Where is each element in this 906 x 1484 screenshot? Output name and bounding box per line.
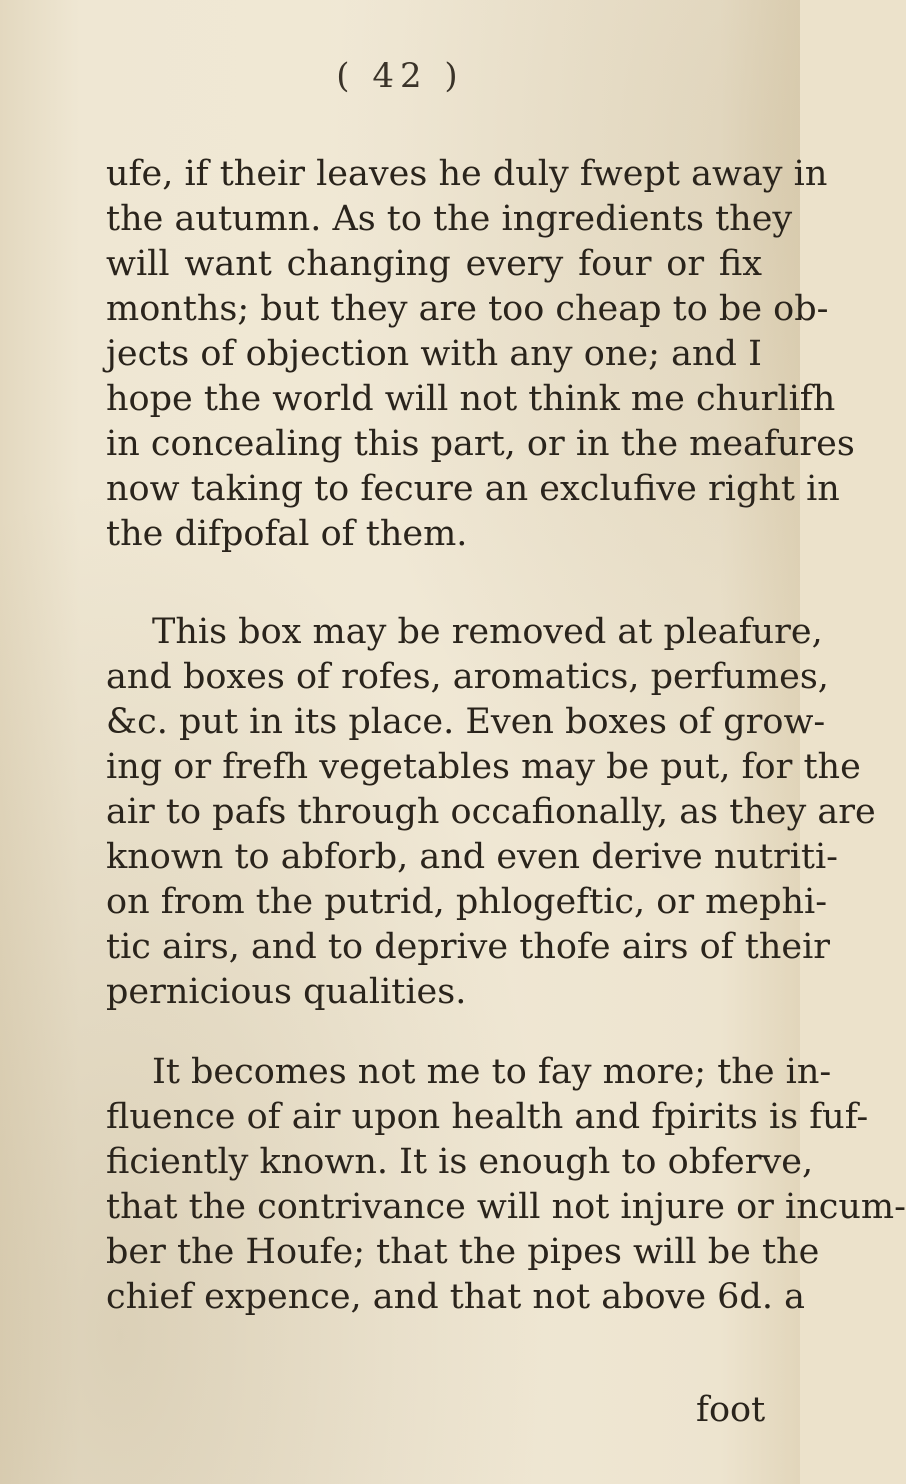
text-line: and boxes of rofes, aromatics, perfumes, <box>106 657 829 697</box>
text-line: air to pafs through occafionally, as they are <box>106 792 876 832</box>
paragraph-3 <box>106 1050 906 1320</box>
text-line: jects of objection with any one; and I <box>106 334 762 374</box>
text-line: fluence of air upon health and fpirits is fuf- <box>106 1097 869 1137</box>
catchword: foot <box>696 1390 766 1430</box>
text-line: ing or frefh vegetables may be put, for the <box>106 747 861 787</box>
paragraph-2 <box>106 610 876 1015</box>
text-line: &c. put in its place. Even boxes of grow- <box>106 702 826 742</box>
text-line: in concealing this part, or in the meafures <box>106 424 855 464</box>
text-line: will want changing every four or fix <box>106 244 762 284</box>
text-line: the autumn. As to the ingredients they <box>106 199 793 239</box>
text-line: This box may be removed at pleafure, <box>152 612 823 652</box>
text-line: pernicious qualities. <box>106 972 467 1012</box>
text-line: ber the Houfe; that the pipes will be the <box>106 1232 820 1272</box>
text-line: known to abforb, and even derive nutriti- <box>106 837 839 877</box>
text-line: now taking to fecure an exclufive right in <box>106 469 840 509</box>
text-line: that the contrivance will not injure or incum- <box>106 1187 906 1227</box>
paragraph-1 <box>106 152 855 557</box>
text-line: hope the world will not think me churlifh <box>106 379 836 419</box>
text-line: tic airs, and to deprive thofe airs of their <box>106 927 830 967</box>
page-number: ( 42 ) <box>336 56 464 96</box>
text-line: the difpofal of them. <box>106 514 468 554</box>
text-line: months; but they are too cheap to be ob- <box>106 289 829 329</box>
text-line: chief expence, and that not above 6d. a <box>106 1277 805 1317</box>
text-line: ficiently known. It is enough to obferve, <box>106 1142 814 1182</box>
text-line: It becomes not me to fay more; the in- <box>152 1052 832 1092</box>
text-line: on from the putrid, phlogeftic, or mephi- <box>106 882 828 922</box>
text-line: ufe, if their leaves he duly fwept away in <box>106 154 828 194</box>
